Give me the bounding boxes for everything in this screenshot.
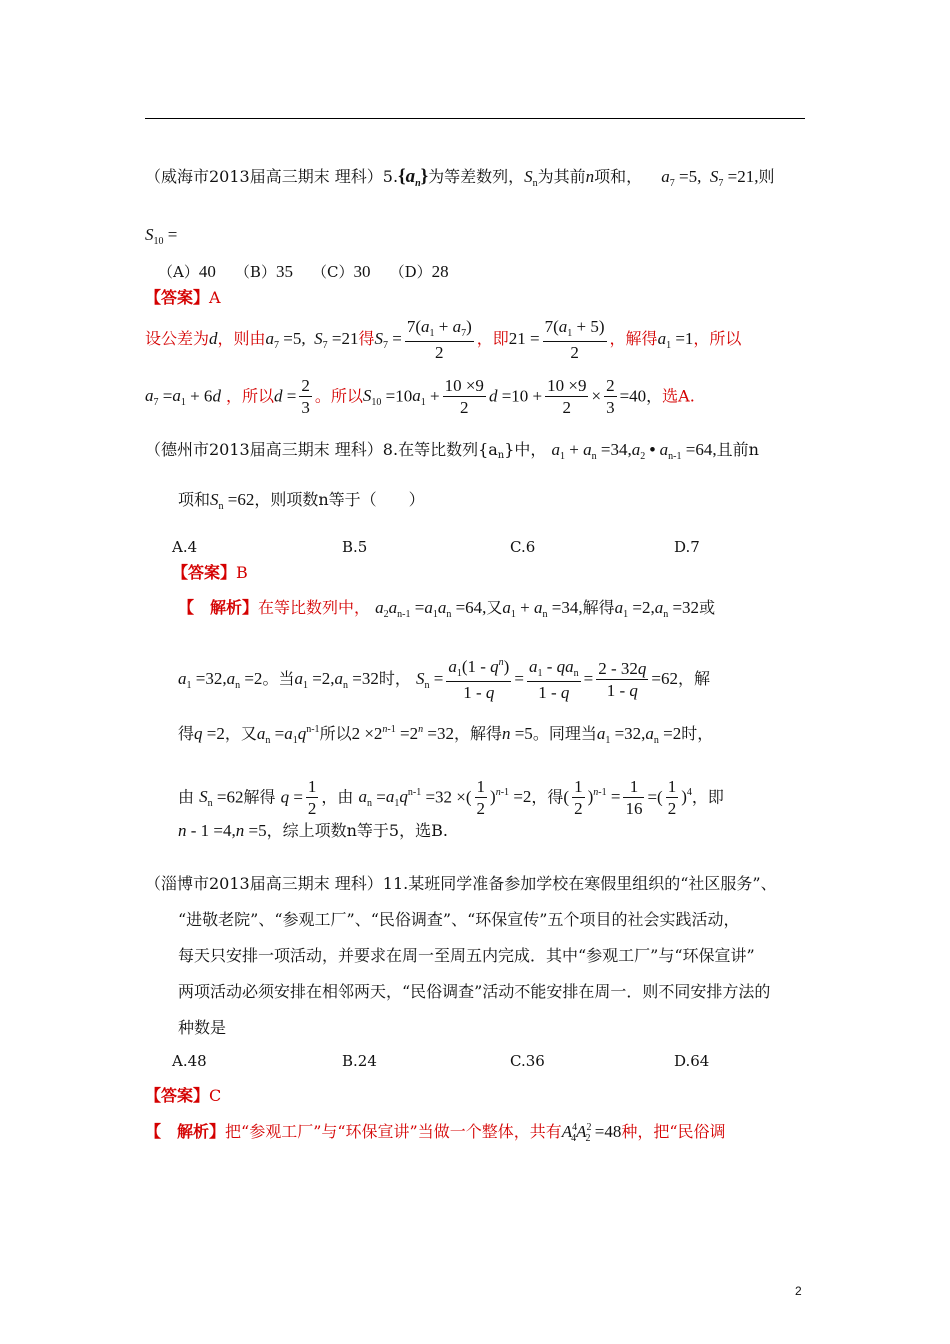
q11-stem-line2: “进敬老院”、“参观工厂”、“民俗调查”、“环保宣传”五个项目的社会实践活动， xyxy=(178,910,740,929)
q8-stem-line2: 项和$S_n =62$，则项数n等于（ ） xyxy=(178,490,425,512)
q8-answer: 【答案】B xyxy=(172,563,248,582)
q11-stem-line3: 每天只安排一项活动，并要求在周一至周五内完成．其中“参观工厂”与“环保宣讲” xyxy=(178,946,755,965)
header-rule xyxy=(145,118,805,119)
q5-stem-s10: $S_{10}$ = xyxy=(145,225,178,247)
q8-options: A.4 B.5 C.6 D.7 xyxy=(172,538,700,556)
q11-options: A.48 B.24 C.36 D.64 xyxy=(172,1052,710,1070)
q11-stem-line1: （淄博市2013届高三期末 理科）11.某班同学准备参加学校在寒假里组织的“社区服务”、 xyxy=(145,874,777,893)
page-number: 2 xyxy=(795,1284,802,1298)
q11-answer: 【答案】C xyxy=(145,1086,222,1105)
q5-solution-line1: 设公差为d，则由$a_7 =5$, $S_7 =21$得$S_7$ = $\frac{7(a_1 + a_7)}{2}$ ，即21 = $\frac{7(a_1 + 5)}{2}$ ，解得$a_1 =1$，所以 xyxy=(145,317,742,362)
q8-stem: （德州市2013届高三期末 理科）8.在等比数列{an}中， $a_1 + a_n =34,a_2$ • $a_{n-1} =64$,且前n xyxy=(145,440,759,462)
q11-stem-line5: 种数是 xyxy=(178,1018,227,1037)
q5-solution-line2: $a_7 =a_1 + 6d$ ，所以d = $\frac{2}{3}$ 。所以$S_{10} =10a_1$ + $\frac{10 \times 9}{2}$ d =10 + $\frac{10 \times 9}{2}$ × $\frac{2}{3}$ =40，选A. xyxy=(145,376,695,418)
q8-solution-line5: n - 1 =4,n =5，综上项数n等于5，选B. xyxy=(178,821,448,840)
q5-options: （A）40 （B）35 （C）30 （D）28 xyxy=(158,262,449,281)
q8-solution-line3: 得q =2，又$a_n =a_1q^{n-1}$所以$2 \times 2^{n-1} =2^n =32$，解得n =5。同理当$a_1 =32,a_n =2$时， xyxy=(178,724,714,746)
q5-answer: 【答案】A xyxy=(145,288,221,307)
q8-solution-line4: 由 $S_n =62$解得 q = $\frac{1}{2}$ ，由 $a_n =a_1q^{n-1} =32$ ×( $\frac{1}{2}$ )$^{n-1}$ =2，得( $\frac{1}{2}$ )$^{n-1}$ = $\frac{1}{16}$ =( $\frac{1}{2}$ )$^4$，即 xyxy=(178,777,724,819)
q8-solution-line2: $a_1 =32,a_n =2$。当$a_1 =2,a_n =32$时， $S_n$ = $\frac{a_1(1 - q^n)}{1 - q}$ = $\frac{a_1 - qa_n}{1 - q}$ = $\frac{2 - 32q}{1 - q}$ =62，解 xyxy=(178,657,710,702)
q8-solution-line1: 【 解析】在等比数列中， $a_2a_{n-1} =a_1a_n =64$,又$a_1 + a_n =34$,解得$a_1 =2,a_n =32$或 xyxy=(178,598,716,620)
q11-solution-line1: 【 解析】把“参观工厂”与“环保宣讲”当做一个整体，共有$A^4_4A^2_2 =48$种，把“民俗调 xyxy=(145,1122,726,1144)
q11-stem-line4: 两项活动必须安排在相邻两天，“民俗调查”活动不能安排在周一．则不同安排方法的 xyxy=(178,982,771,1001)
q5-stem: （威海市2013届高三期末 理科）$5.\{a_n\}$为等差数列，$S_n$为其前n项和， $a_7 =5$, $S_7 =21$,则 xyxy=(145,166,775,189)
